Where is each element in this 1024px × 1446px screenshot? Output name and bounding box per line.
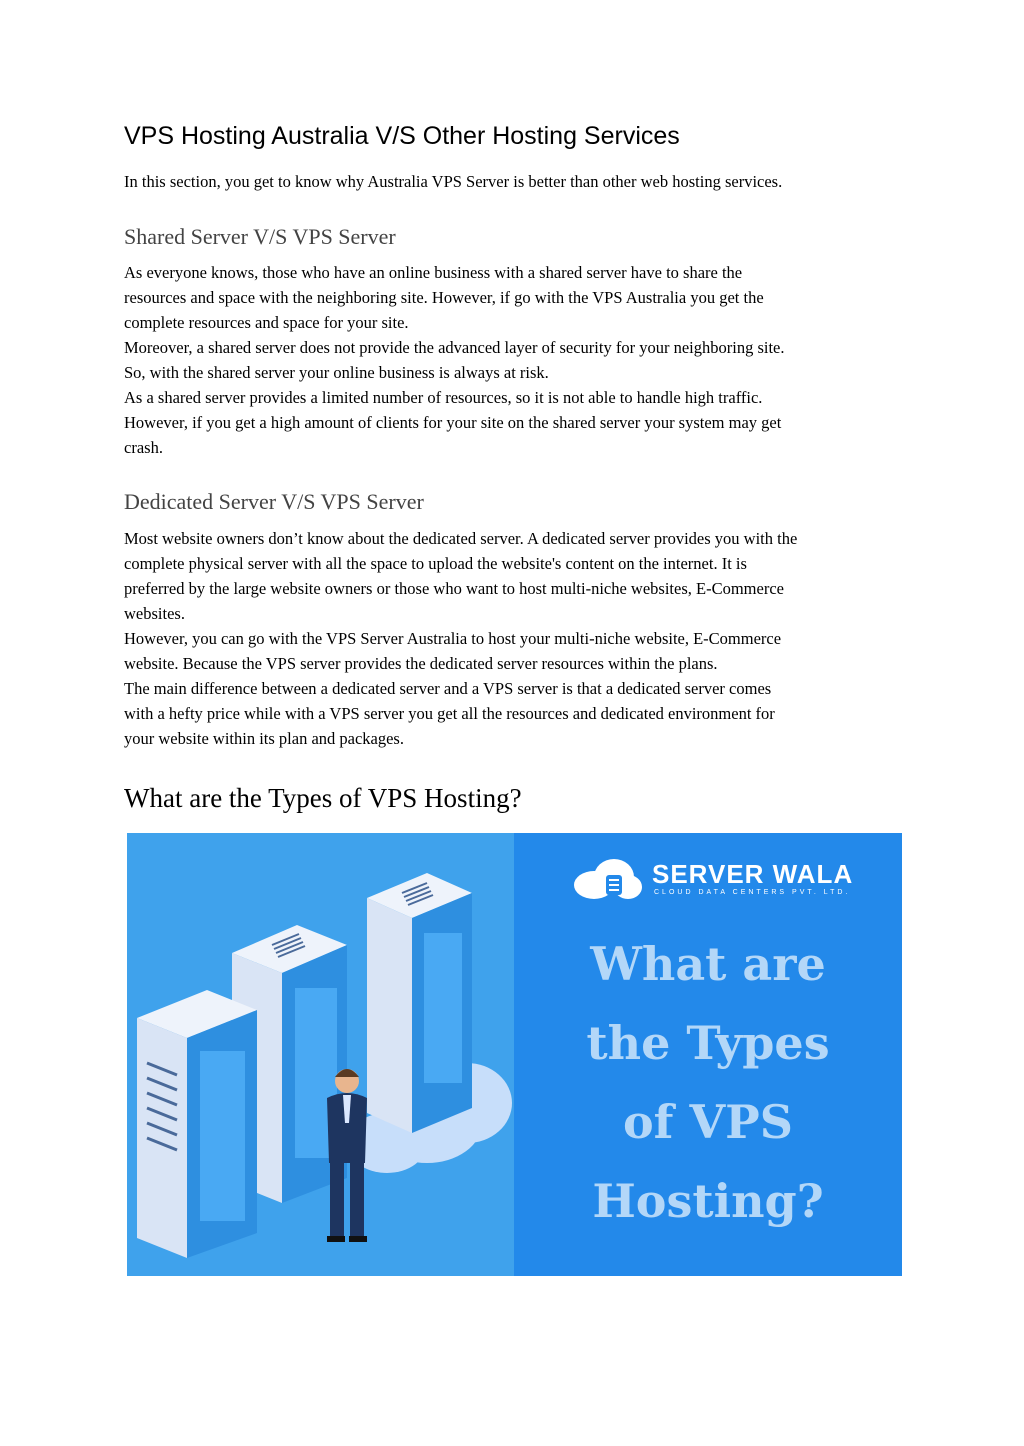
- servers-and-person-illustration: [127, 833, 514, 1276]
- paragraph-line: crash.: [124, 438, 163, 457]
- server-tower-icon: [137, 990, 257, 1258]
- paragraph-line: As a shared server provides a limited number of resources, so it is not able to handle high traffic.: [124, 388, 763, 407]
- headline-line: What are: [590, 937, 826, 991]
- section-intro: In this section, you get to know why Australia VPS Server is better than other web hosting services.: [124, 172, 783, 191]
- paragraph-line: resources and space with the neighboring site. However, if go with the VPS Australia you get the: [124, 288, 764, 307]
- shared-heading: Shared Server V/S VPS Server: [124, 224, 396, 249]
- paragraph-line: website. Because the VPS server provides the dedicated server resources within the plans.: [124, 654, 718, 673]
- server-illustration: [127, 833, 514, 1276]
- paragraph-line: Moreover, a shared server does not provide the advanced layer of security for your neighboring site.: [124, 338, 785, 357]
- brand-name: SERVER WALA: [652, 859, 854, 889]
- paragraph-line: However, you can go with the VPS Server Australia to host your multi-niche website, E-Commerce: [124, 629, 782, 648]
- paragraph-line: So, with the shared server your online business is always at risk.: [124, 363, 549, 382]
- paragraph-line: with a hefty price while with a VPS server you get all the resources and dedicated environment for: [124, 704, 775, 723]
- server-tower-icon: [367, 873, 472, 1133]
- types-heading: What are the Types of VPS Hosting?: [124, 783, 522, 813]
- section-title: VPS Hosting Australia V/S Other Hosting Services: [124, 122, 680, 150]
- paragraph-line: complete resources and space for your site.: [124, 313, 409, 332]
- paragraph-line: The main difference between a dedicated server and a VPS server is that a dedicated server comes: [124, 679, 772, 698]
- shared-paragraph: [124, 260, 904, 460]
- paragraph-line: preferred by the large website owners or those who want to host multi-niche websites, E-Commerce: [124, 579, 784, 598]
- paragraph-line: your website within its plan and packages.: [124, 729, 404, 748]
- cloud-logo-icon: [572, 855, 642, 905]
- paragraph-line: websites.: [124, 604, 185, 623]
- banner-headline: [514, 925, 902, 1241]
- dedicated-heading: Dedicated Server V/S VPS Server: [124, 489, 424, 514]
- headline-line: of VPS: [623, 1095, 793, 1149]
- paragraph-line: complete physical server with all the space to upload the website's content on the internet. It is: [124, 554, 747, 573]
- headline-line: the Types: [586, 1016, 830, 1070]
- dedicated-paragraph: [124, 526, 904, 751]
- vps-types-banner-image: [127, 833, 902, 1276]
- headline-line: Hosting?: [592, 1174, 824, 1228]
- paragraph-line: Most website owners don’t know about the dedicated server. A dedicated server provides you with the: [124, 529, 798, 548]
- brand-tagline: CLOUD DATA CENTERS PVT. LTD.: [654, 889, 851, 896]
- paragraph-line: However, if you get a high amount of clients for your site on the shared server your system may get: [124, 413, 782, 432]
- paragraph-line: As everyone knows, those who have an online business with a shared server have to share the: [124, 263, 743, 282]
- banner-text-panel: [514, 833, 902, 1276]
- server-wala-logo: [572, 855, 872, 905]
